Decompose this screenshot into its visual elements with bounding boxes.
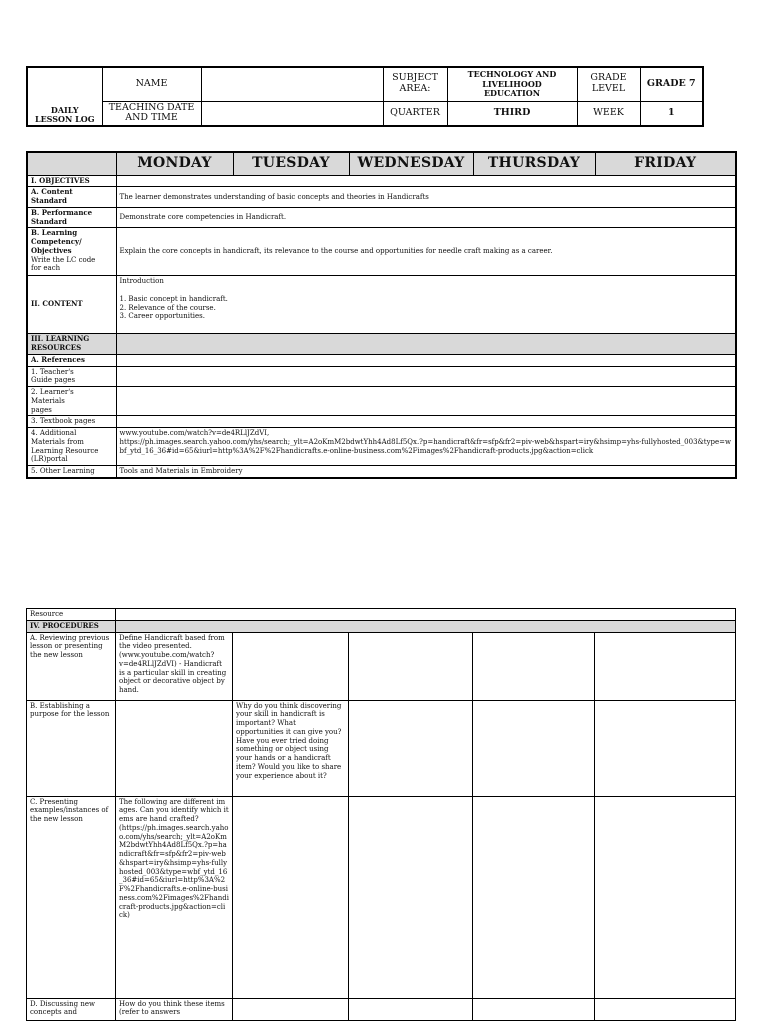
references-label: A. References — [27, 354, 116, 366]
procedure-c-thursday — [473, 796, 595, 998]
learning-competency-cell — [27, 228, 116, 276]
procedure-d-monday: How do you think these items (refer to answers — [116, 998, 233, 1020]
procedure-c-wednesday — [349, 796, 473, 998]
procedure-d-wednesday — [349, 998, 473, 1020]
learning-resources-blank — [116, 334, 736, 355]
week-label: WEEK — [577, 101, 640, 126]
procedure-a-tuesday — [233, 632, 349, 700]
lesson-table-procedures — [26, 608, 736, 1021]
procedure-c-friday — [595, 796, 736, 998]
procedures-blank — [116, 620, 736, 632]
resource-continued-value — [116, 609, 736, 621]
day-header-friday: FRIDAY — [595, 152, 736, 175]
learning-competency-label: B. Learning Competency/ Objectives — [31, 228, 82, 255]
teachers-guide-value — [116, 366, 736, 387]
procedure-a-label: A. Reviewing previous lesson or presenting the new lesson — [27, 632, 116, 700]
objectives-blank — [116, 175, 736, 187]
textbook-value — [116, 416, 736, 428]
procedure-a-friday — [595, 632, 736, 700]
content-value: Introduction 1. Basic concept in handicraft. 2. Relevance of the course. 3. Career opportunities. — [116, 276, 736, 334]
procedure-d-friday — [595, 998, 736, 1020]
teaching-date-label: TEACHING DATE AND TIME — [102, 101, 201, 126]
other-learning-value: Tools and Materials in Embroidery — [116, 466, 736, 478]
day-header-monday: MONDAY — [116, 152, 233, 175]
learning-competency-value: Explain the core concepts in handicraft, its relevance to the course and opportunities for needle craft making as a career. — [116, 228, 736, 276]
learners-materials-value — [116, 387, 736, 416]
procedure-b-friday — [595, 700, 736, 796]
procedure-b-thursday — [473, 700, 595, 796]
procedure-b-monday — [116, 700, 233, 796]
procedure-d-tuesday — [233, 998, 349, 1020]
day-header-tuesday: TUESDAY — [233, 152, 349, 175]
learning-competency-note: Write the LC code for each — [31, 255, 96, 273]
textbook-label: 3. Textbook pages — [27, 416, 116, 428]
procedures-heading: IV. PROCEDURES — [27, 620, 116, 632]
day-header-blank — [27, 152, 116, 175]
procedure-d-thursday — [473, 998, 595, 1020]
quarter-value: THIRD — [447, 101, 577, 126]
references-blank — [116, 354, 736, 366]
teachers-guide-label: 1. Teacher's Guide pages — [27, 366, 116, 387]
content-standard-value: The learner demonstrates understanding of basic concepts and theories in Handicrafts — [116, 187, 736, 208]
name-value — [201, 67, 383, 101]
procedure-b-tuesday: Why do you think discovering your skill in handicraft is important? What opportunities it can give you? Have you ever tried doing something or object using your hands or a handicraft item? Would you like to share your experience about it? — [233, 700, 349, 796]
procedure-a-thursday — [473, 632, 595, 700]
day-header-thursday: THURSDAY — [473, 152, 595, 175]
day-header-wednesday: WEDNESDAY — [349, 152, 473, 175]
quarter-label: QUARTER — [383, 101, 447, 126]
lesson-table-top — [26, 151, 737, 479]
learning-resources-label: III. LEARNING RESOURCES — [27, 334, 116, 355]
header-table — [26, 66, 704, 127]
additional-materials-value: www.youtube.com/watch?v=de4RLlJZdVI, https://ph.images.search.yahoo.com/yhs/search;_ylt=A2oKmM2bdwtYhh4Ad8Lf5Qx.?p=handicraft&fr=sfp&fr2=piv-web&hspart=iry&hsimp=yhs-fullyhosted_003&type=wbf_ytd_16_36#id=65&iurl=http%3A%2F%2Fhandicrafts.e-online-business.com%2Fimages%2Fhandicraft-products.jpg&action=click — [116, 428, 736, 466]
objectives-heading: I. OBJECTIVES — [27, 175, 116, 187]
procedure-b-label: B. Establishing a purpose for the lesson — [27, 700, 116, 796]
subject-area-value: TECHNOLOGY AND LIVELIHOOD EDUCATION — [447, 67, 577, 101]
learners-materials-label: 2. Learner's Materials pages — [27, 387, 116, 416]
procedure-d-label: D. Discussing new concepts and — [27, 998, 116, 1020]
grade-level-value: GRADE 7 — [640, 67, 703, 101]
daily-lesson-log-title: DAILY LESSON LOG — [27, 67, 102, 126]
procedure-c-label: C. Presenting examples/instances of the new lesson — [27, 796, 116, 998]
procedure-c-tuesday — [233, 796, 349, 998]
subject-area-label: SUBJECT AREA: — [383, 67, 447, 101]
name-label: NAME — [102, 67, 201, 101]
content-standard-label: A. Content Standard — [27, 187, 116, 208]
resource-continued-label: Resource — [27, 609, 116, 621]
additional-materials-label: 4. Additional Materials from Learning Resource (LR)portal — [27, 428, 116, 466]
performance-standard-label: B. Performance Standard — [27, 207, 116, 228]
week-value: 1 — [640, 101, 703, 126]
content-label: II. CONTENT — [27, 276, 116, 334]
performance-standard-value: Demonstrate core competencies in Handicraft. — [116, 207, 736, 228]
procedure-a-monday: Define Handicraft based from the video presented. (www.youtube.com/watch?v=de4RLlJZdVI) - Handicraft is a particular skill in creating object or decorative object by hand. — [116, 632, 233, 700]
grade-level-label: GRADE LEVEL — [577, 67, 640, 101]
procedure-a-wednesday — [349, 632, 473, 700]
teaching-date-value — [201, 101, 383, 126]
procedure-b-wednesday — [349, 700, 473, 796]
other-learning-label: 5. Other Learning — [27, 466, 116, 478]
procedure-c-monday: The following are different images. Can you identify which items are hand crafted? (https://ph.images.search.yahoo.com/yhs/search;_ylt=A2oKmM2bdwtYhh4Ad8Lf5Qx.?p=handicraft&fr=sfp&fr2=piv-web&hspart=iry&hsimp=yhs-fullyhosted_003&type=wbf_ytd_16_36#id=65&iurl=http%3A%2F%2Fhandicrafts.e-online-business.com%2Fimages%2Fhandicraft-products.jpg&action=click) — [116, 796, 233, 998]
